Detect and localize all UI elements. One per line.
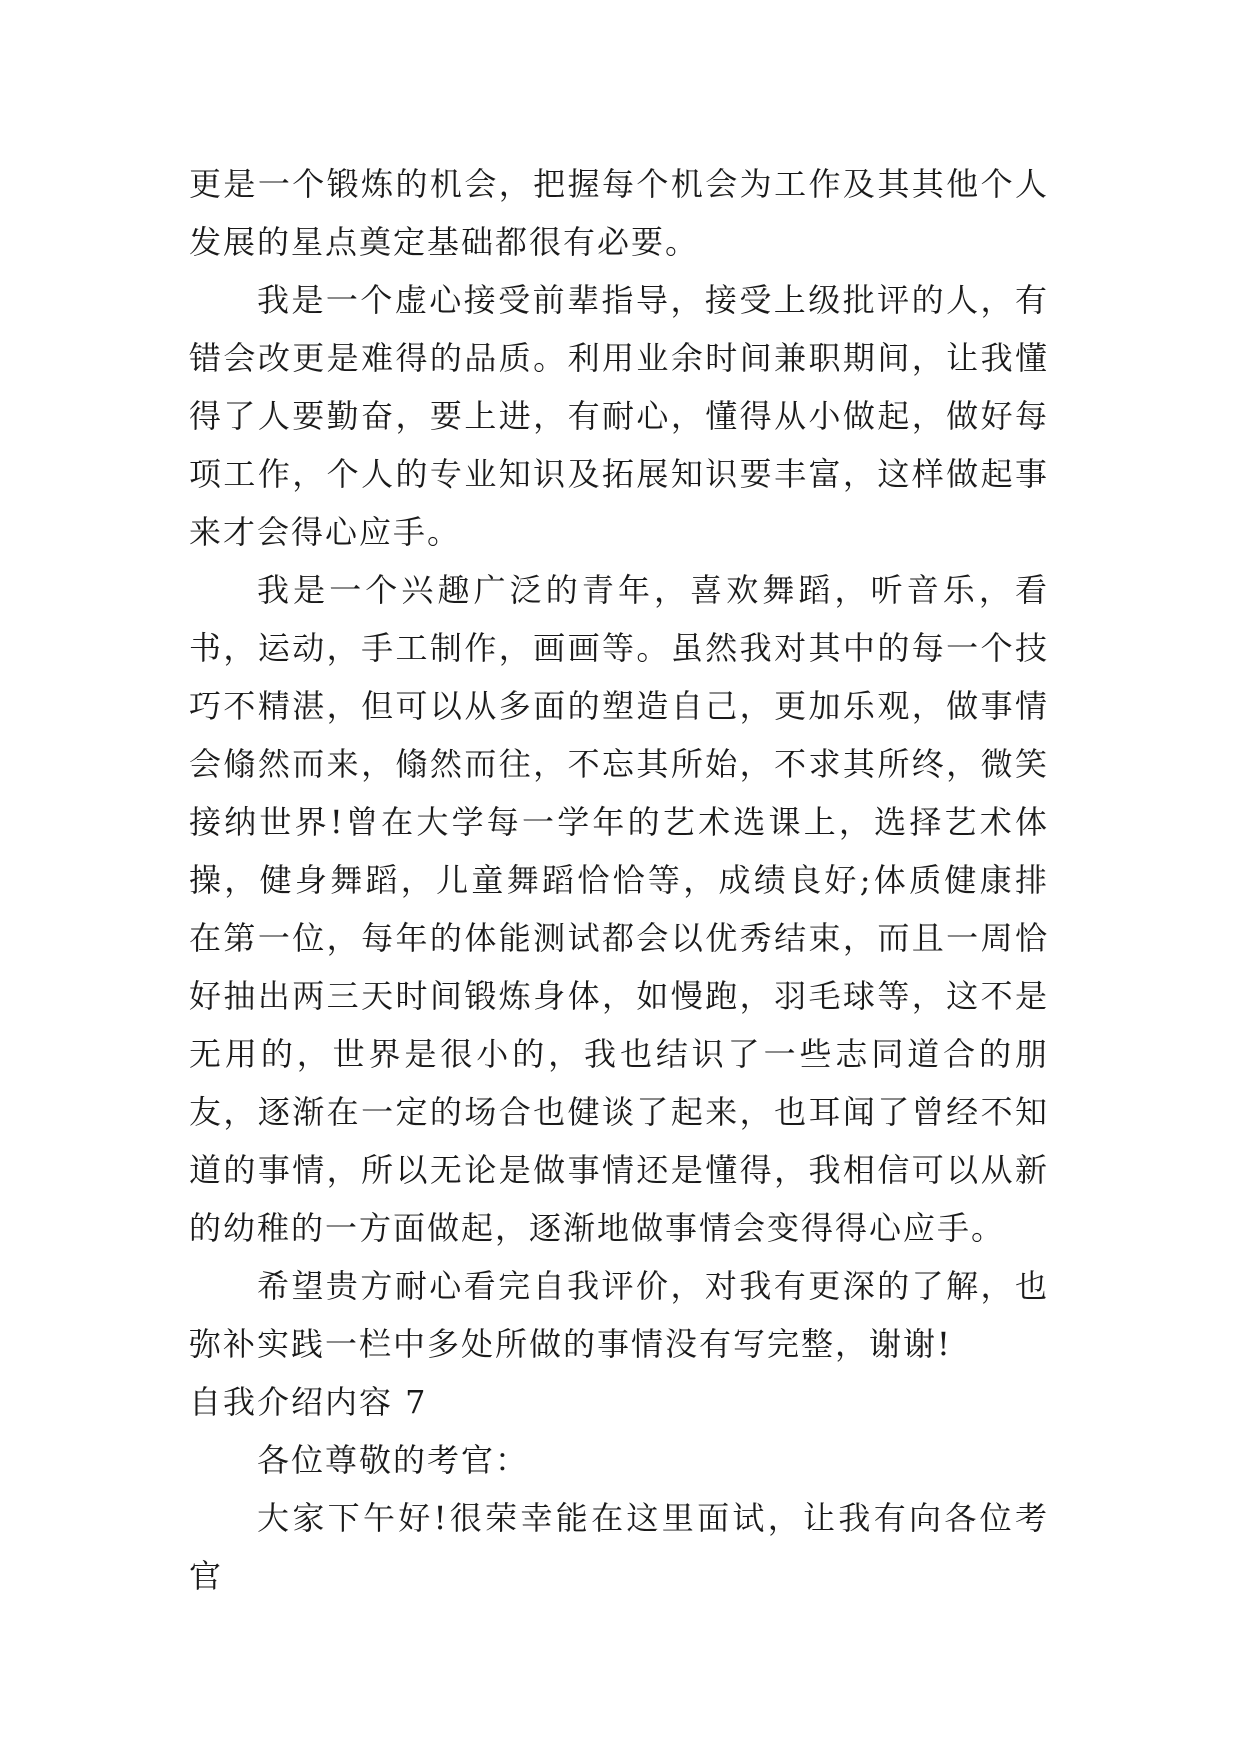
- section-heading: 自我介绍内容 7: [189, 1383, 428, 1421]
- paragraph-4: 希望贵方耐心看完自我评价，对我有更深的了解，也弥补实践一栏中多处所做的事情没有写完整，谢谢!: [189, 1267, 1049, 1363]
- paragraph-2: 我是一个虚心接受前辈指导，接受上级批评的人，有错会改更是难得的品质。利用业余时间兼职期间，让我懂得了人要勤奋，要上进，有耐心，懂得从小做起，做好每项工作，个人的专业知识及拓展知识要丰富，这样做起事来才会得心应手。: [189, 281, 1049, 551]
- document-body: [189, 155, 1049, 1605]
- greeting-paragraph: 各位尊敬的考官：: [257, 1441, 530, 1479]
- paragraph-1: 更是一个锻炼的机会，把握每个机会为工作及其其他个人发展的星点奠定基础都很有必要。: [189, 165, 1049, 261]
- paragraph-3: 我是一个兴趣广泛的青年，喜欢舞蹈，听音乐，看书，运动，手工制作，画画等。虽然我对其中的每一个技巧不精湛，但可以从多面的塑造自己，更加乐观，做事情会翛然而来，翛然而往，不忘其所始，不求其所终，微笑接纳世界!曾在大学每一学年的艺术选课上，选择艺术体操，健身舞蹈，儿童舞蹈恰恰等，成绩良好;体质健康排在第一位，每年的体能测试都会以优秀结束，而且一周恰好抽出两三天时间锻炼身体，如慢跑，羽毛球等，这不是无用的，世界是很小的，我也结识了一些志同道合的朋友，逐渐在一定的场合也健谈了起来，也耳闻了曾经不知道的事情，所以无论是做事情还是懂得，我相信可以从新的幼稚的一方面做起，逐渐地做事情会变得得心应手。: [189, 571, 1049, 1247]
- opening-paragraph: 大家下午好!很荣幸能在这里面试，让我有向各位考官: [189, 1499, 1049, 1595]
